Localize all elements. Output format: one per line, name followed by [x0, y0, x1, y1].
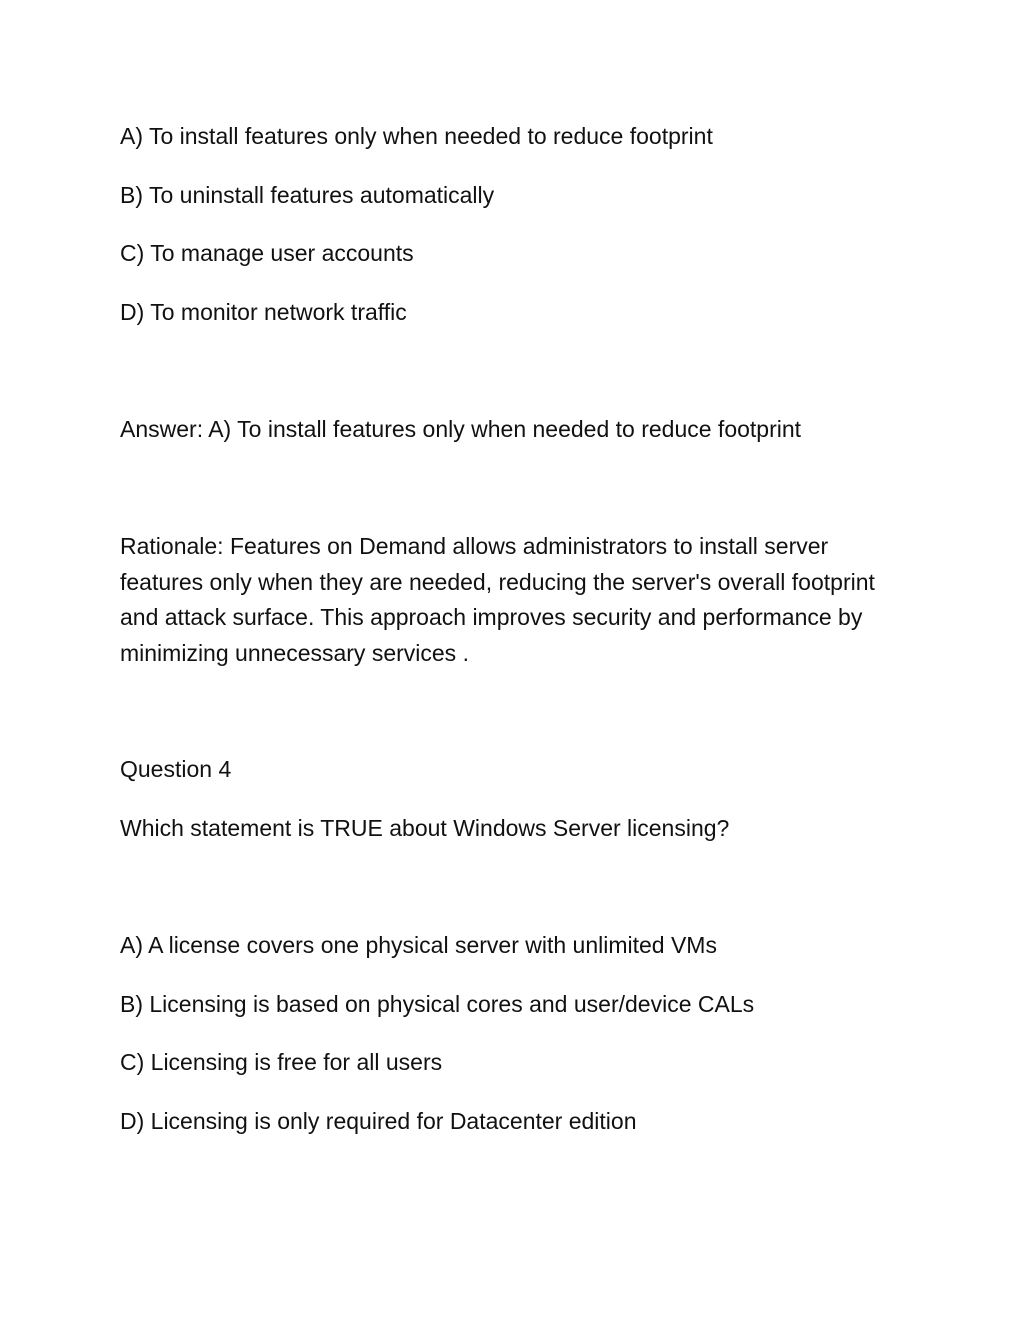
q4-option-a: A) A license covers one physical server with unlimited VMs	[120, 932, 717, 958]
q4-option-b: B) Licensing is based on physical cores and user/device CALs	[120, 991, 755, 1017]
q4-option-d: D) Licensing is only required for Datacenter edition	[120, 1108, 637, 1134]
q3-option-d: D) To monitor network traffic	[120, 299, 407, 325]
q4-question: Which statement is TRUE about Windows Server licensing?	[120, 815, 730, 841]
q3-option-c: C) To manage user accounts	[120, 240, 414, 266]
q3-rationale: Rationale: Features on Demand allows administrators to install server features only when they are needed, reducing the server's overall footprint and attack surface. This approach improves security and performance by minimizing unnecessary services .	[120, 533, 875, 666]
q3-answer: Answer: A) To install features only when needed to reduce footprint	[120, 416, 802, 442]
q3-option-b: B) To uninstall features automatically	[120, 182, 495, 208]
q4-option-c: C) Licensing is free for all users	[120, 1049, 443, 1075]
q3-option-a: A) To install features only when needed to reduce footprint	[120, 123, 713, 149]
q4-heading: Question 4	[120, 756, 232, 782]
